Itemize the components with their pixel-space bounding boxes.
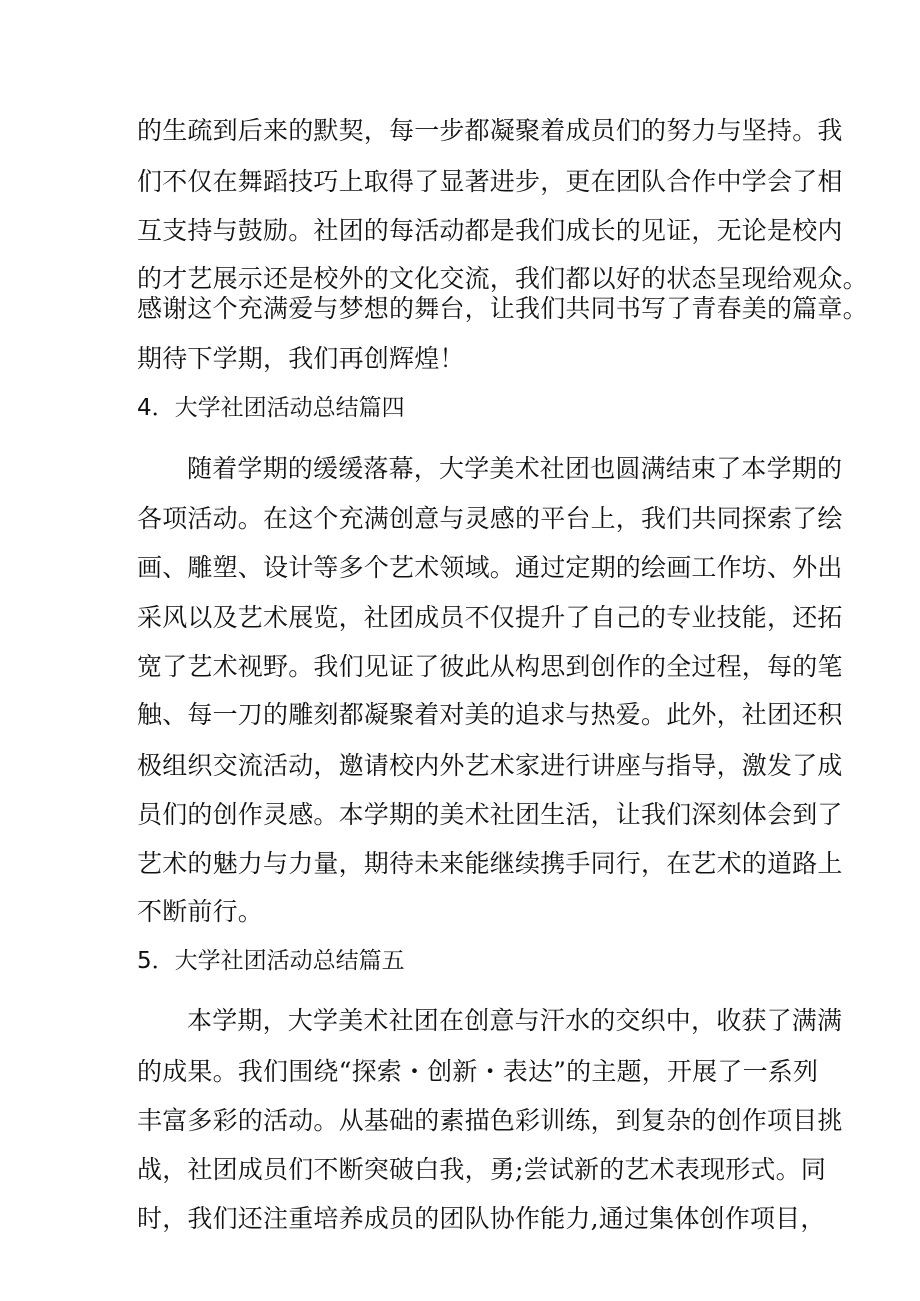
paragraph-line: 的成果。我们围绕“探索・创新・表达”的主题，开展了一系列: [137, 1057, 819, 1086]
paragraph-line: 们不仅在舞蹈技巧上取得了显著进步，更在团队合作中学会了相: [137, 167, 843, 196]
paragraph-line: 各项活动。在这个充满创意与灵感的平台上，我们共同探索了绘: [137, 504, 843, 533]
section-heading-5: 5．大学社团活动总结篇五: [137, 948, 405, 974]
paragraph-line: 采风以及艺术展览，社团成员不仅提升了自己的专业技能，还拓: [137, 603, 843, 632]
paragraph-line: 极组织交流活动，邀请校内外艺术家进行讲座与指导，激发了成: [137, 751, 843, 780]
paragraph-line: 画、雕塑、设计等多个艺术领域。通过定期的绘画工作坊、外出: [137, 553, 843, 582]
section-heading-4: 4．大学社团活动总结篇四: [137, 395, 405, 421]
paragraph-line: 随着学期的缓缓落幕，大学美术社团也圆满结束了本学期的: [187, 454, 843, 483]
paragraph-line: 员们的创作灵感。本学期的美术社团生活，让我们深刻体会到了: [137, 800, 843, 829]
paragraph-line: 互支持与鼓励。社团的每活动都是我们成长的见证，无论是校内: [137, 216, 843, 245]
paragraph-line: 丰富多彩的活动。从基础的素描色彩训练，到复杂的创作项目挑: [137, 1106, 843, 1135]
paragraph-line: 时，我们还注重培养成员的团队协作能力,通过集体创作项目，: [137, 1204, 826, 1233]
paragraph-line: 感谢这个充满爱与梦想的舞台，让我们共同书写了青春美的篇章。: [137, 294, 868, 323]
paragraph-line: 不断前行。: [137, 897, 264, 926]
paragraph-line: 期待下学期，我们再创辉煌！: [137, 344, 465, 373]
paragraph-line: 的才艺展示还是校外的文化交流，我们都以好的状态呈现给观众。: [137, 264, 868, 293]
paragraph-line: 艺术的魅力与力量，期待未来能继续携手同行，在艺术的道路上: [137, 849, 843, 878]
paragraph-line: 触、每一刀的雕刻都凝聚着对美的追求与热爱。此外，社团还积: [137, 700, 843, 729]
paragraph-line: 战，社团成员们不断突破白我，勇;尝试新的艺术表现形式。同: [137, 1155, 827, 1184]
paragraph-line: 宽了艺术视野。我们见证了彼此从构思到创作的全过程，每的笔: [137, 652, 843, 681]
paragraph-line: 本学期，大学美术社团在创意与汗水的交织中，收获了满满: [187, 1006, 843, 1035]
paragraph-line: 的生疏到后来的默契，每一步都凝聚着成员们的努力与坚持。我: [137, 116, 843, 145]
